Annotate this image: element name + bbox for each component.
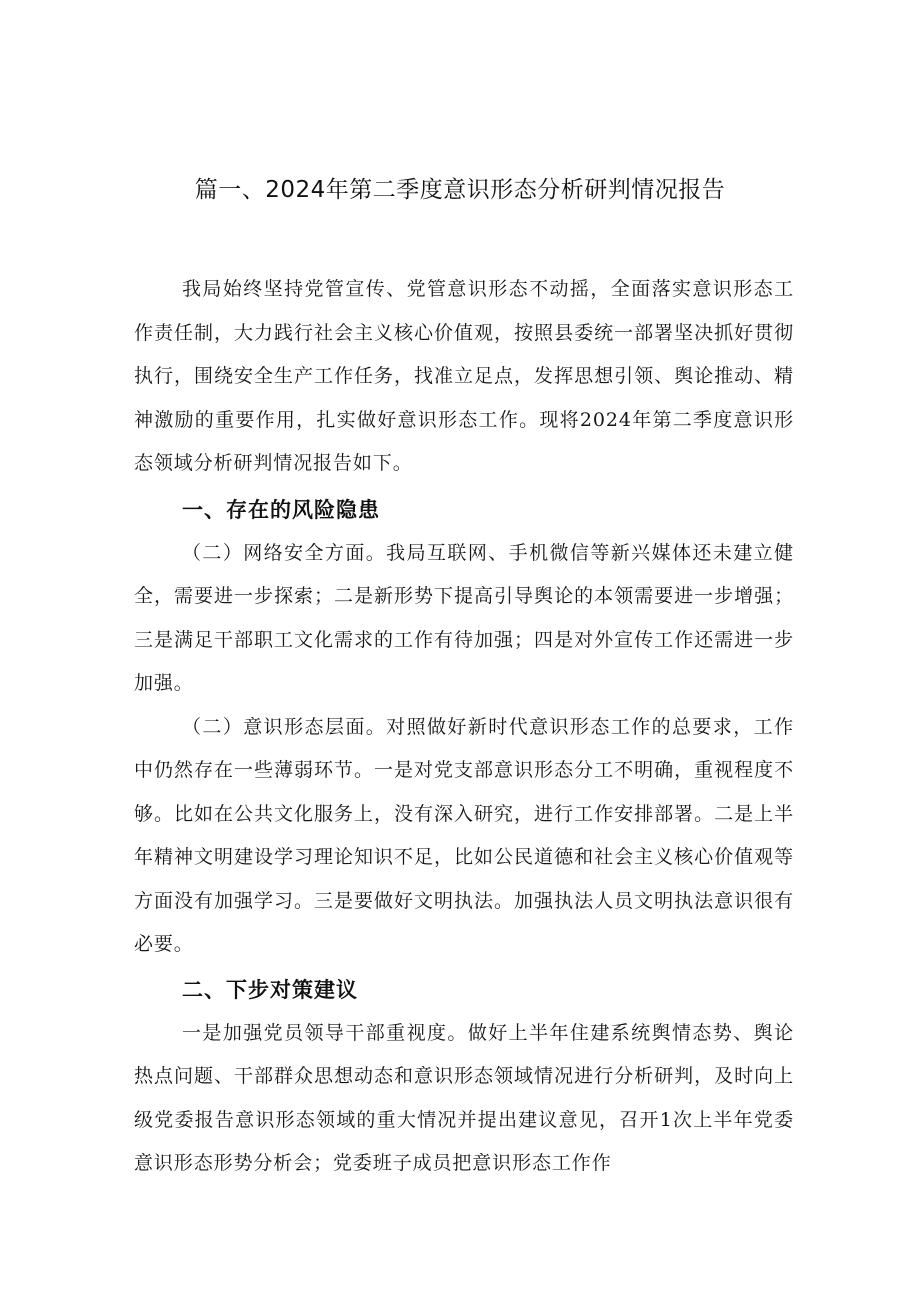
intro-paragraph: 我局始终坚持党管宣传、党管意识形态不动摇，全面落实意识形态工作责任制，大力践行社会主义核心价值观，按照县委统一部署坚决抓好贯彻执行，围绕安全生产工作任务，找准立足点，发挥思想引领、舆论推动、精神激励的重要作用，扎实做好意识形态工作。现将2024年第二季度意识形态领域分析研判情况报告如下。: [134, 278, 794, 474]
document-title: 篇一、2024年第二季度意识形态分析研判情况报告: [194, 177, 726, 203]
ideology-level-paragraph: （二）意识形态层面。对照做好新时代意识形态工作的总要求，工作中仍然存在一些薄弱环节。一是对党支部意识形态分工不明确，重视程度不够。比如在公共文化服务上，没有深入研究，进行工作安排部署。二是上半年精神文明建设学习理论知识不足，比如公民道德和社会主义核心价值观等方面没有加强学习。三是要做好文明执法。加强执法人员文明执法意识很有必要。: [134, 715, 794, 955]
section-heading-suggestions: 二、下步对策建议: [182, 977, 358, 1002]
network-security-paragraph: （二）网络安全方面。我局互联网、手机微信等新兴媒体还未建立健全，需要进一步探索；二是新形势下提高引导舆论的本领需要进一步增强；三是满足干部职工文化需求的工作有待加强；四是对外宣传工作还需进一步加强。: [134, 541, 794, 694]
document-body: [134, 268, 794, 1186]
section-heading-risks: 一、存在的风险隐患: [182, 497, 380, 522]
leadership-attention-paragraph: 一是加强党员领导干部重视度。做好上半年住建系统舆情态势、舆论热点问题、干部群众思想动态和意识形态领域情况进行分析研判，及时向上级党委报告意识形态领域的重大情况并提出建议意见，召开1次上半年党委意识形态形势分析会；党委班子成员把意识形态工作作: [134, 1021, 794, 1174]
